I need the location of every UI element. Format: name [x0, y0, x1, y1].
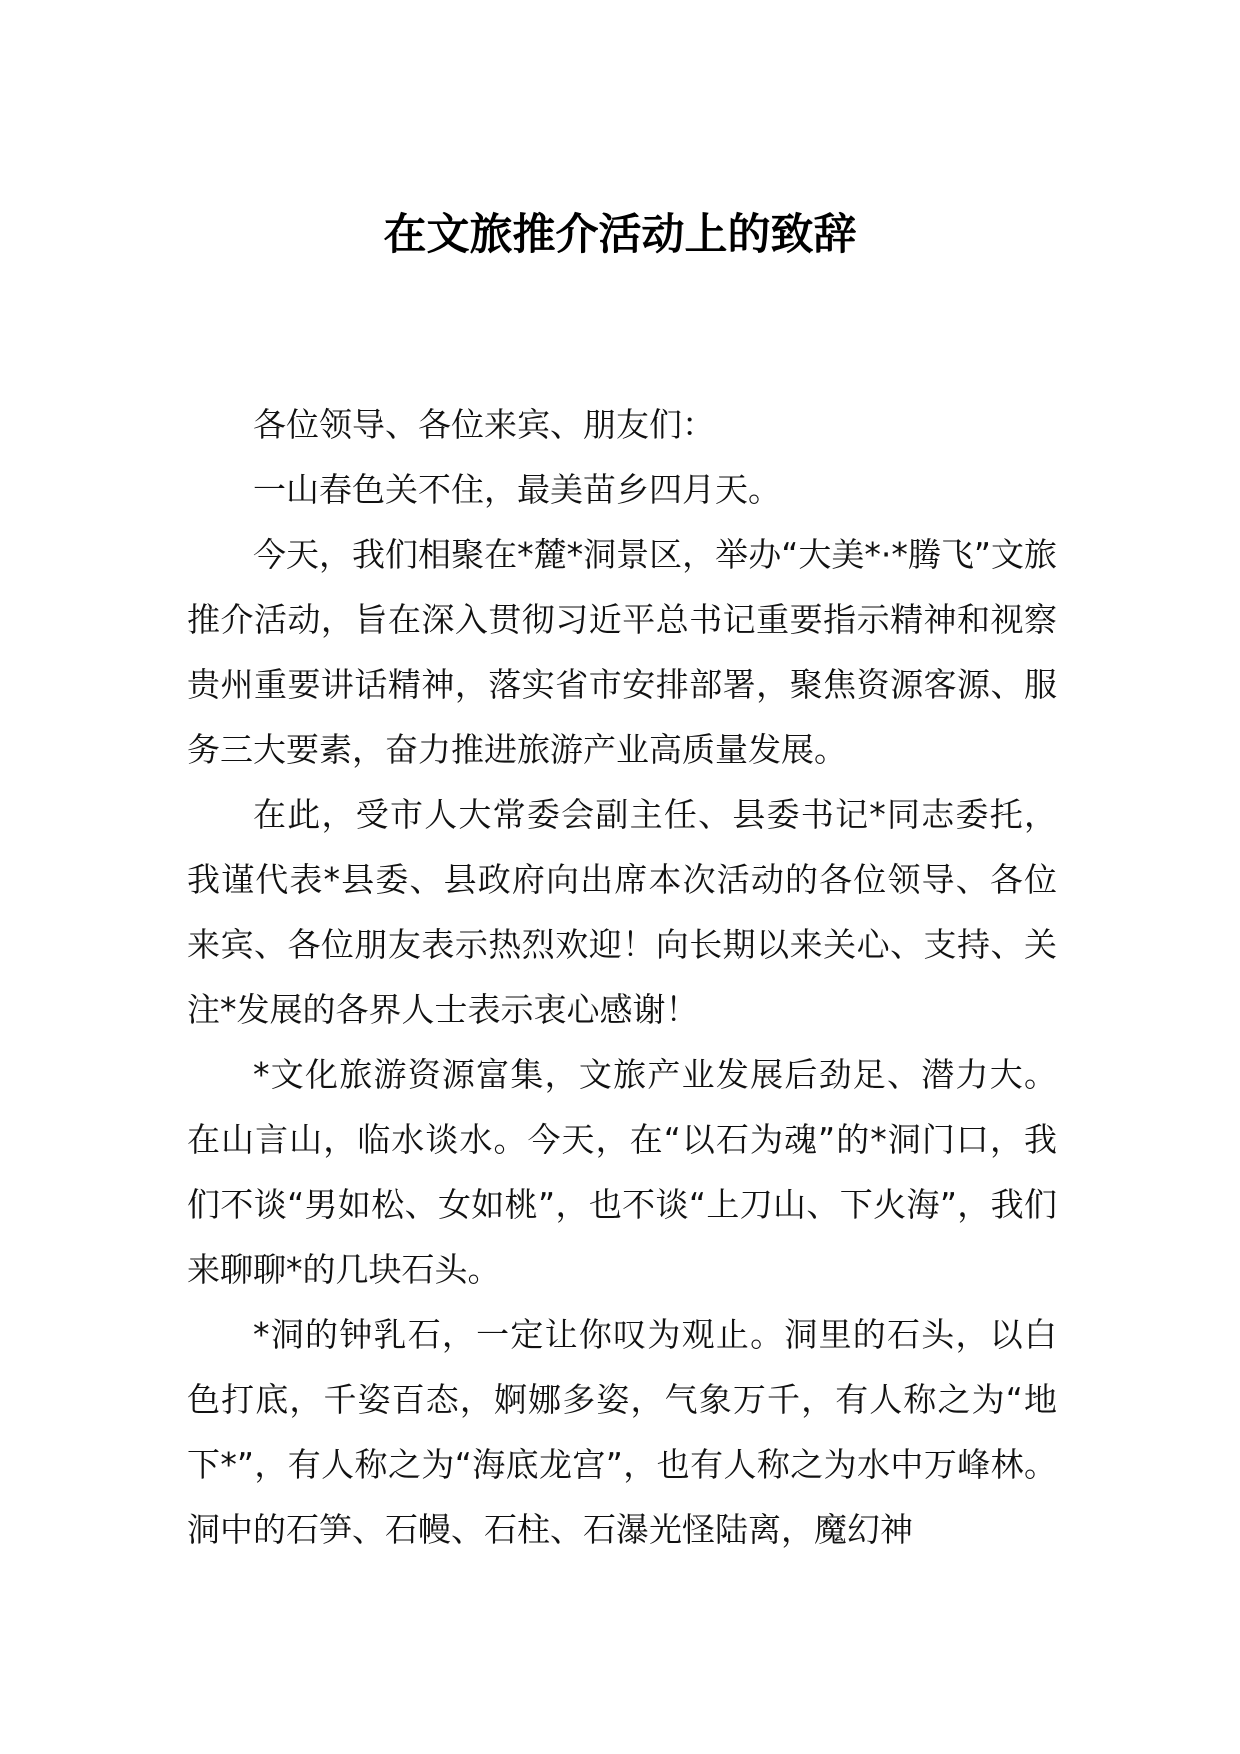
- paragraph-event-purpose: 今天，我们相聚在*麓*洞景区，举办“大美*·*腾飞”文旅推介活动，旨在深入贯彻习近平总书记重要指示精神和视察贵州重要讲话精神，落实省市安排部署，聚焦资源客源、服务三大要素，奋力推进旅游产业高质量发展。: [187, 535, 1057, 769]
- paragraph-resources: *文化旅游资源富集，文旅产业发展后劲足、潜力大。在山言山，临水谈水。今天，在“以石为魂”的*洞门口，我们不谈“男如松、女如桃”，也不谈“上刀山、下火海”，我们来聊聊*的几块石头。: [187, 1055, 1057, 1289]
- paragraph-stalactites: *洞的钟乳石，一定让你叹为观止。洞里的石头，以白色打底，千姿百态，婀娜多姿，气象万千，有人称之为“地下*”，有人称之为“海底龙宫”，也有人称之为水中万峰林。洞中的石笋、石幔、石柱、石瀑光怪陆离，魔幻神: [187, 1315, 1057, 1549]
- paragraph-opening-line: 一山春色关不住，最美苗乡四月天。: [253, 470, 781, 509]
- paragraph-welcome: 在此，受市人大常委会副主任、县委书记*同志委托，我谨代表*县委、县政府向出席本次活动的各位领导、各位来宾、各位朋友表示热烈欢迎！向长期以来关心、支持、关注*发展的各界人士表示衷心感谢！: [187, 795, 1057, 1029]
- document-title: 在文旅推介活动上的致辞: [383, 210, 857, 260]
- paragraph-greeting: 各位领导、各位来宾、朋友们：: [253, 405, 715, 444]
- document-body: [187, 392, 1057, 1562]
